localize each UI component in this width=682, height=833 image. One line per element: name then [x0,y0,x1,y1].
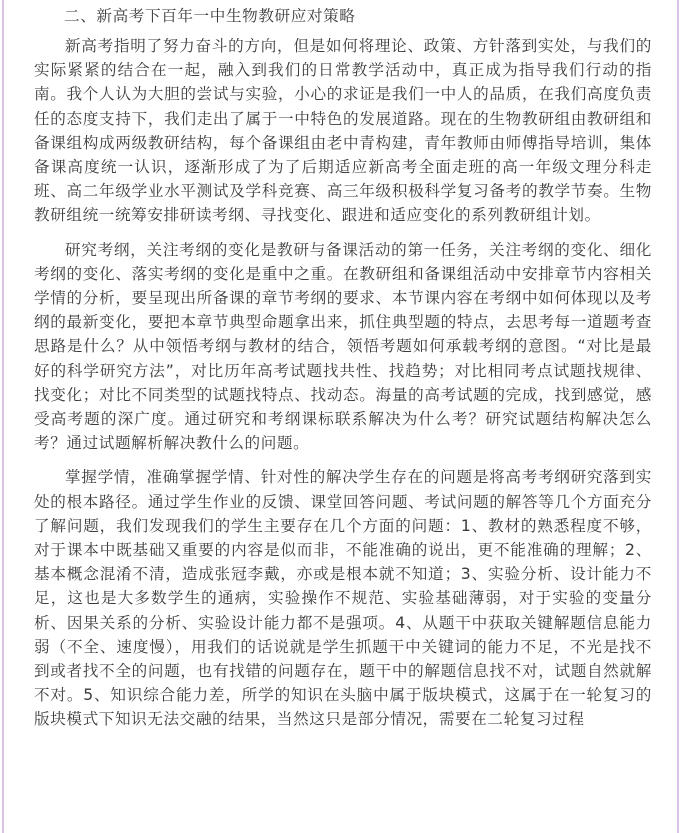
paragraph-student-situation: 掌握学情，准确掌握学情、针对性的解决学生存在的问题是将高考考纲研究落到实处的根本路径。通过学生作业的反馈、课堂回答问题、考试问题的解答等几个方面充分了解问题，我们发现我们的学生主要存在几个方面的问题：1、教材的熟悉程度不够，对于课本中既基础又重要的内容是似而非，不能准确的说出，更不能准确的理解；2、基本概念混淆不清，造成张冠李戴，亦或是根本就不知道；3、实验分析、设计能力不足，这也是大多数学生的通病，实验操作不规范、实验基础薄弱，对于实验的变量分析、因果关系的分析、实验设计能力都不是强项。4、从题干中获取关键解题信息能力弱（不全、速度慢），用我们的话说就是学生抓题干中关键词的能力不足，不光是找不到或者找不全的问题，也有找错的问题存在，题干中的解题信息找不对，试题自然就解不对。5、知识综合能力差，所学的知识在头脑中属于版块模式，这属于在一轮复习的版块模式下知识无法交融的结果，当然这只是部分情况，需要在二轮复习过程 [34,468,652,729]
right-border-line [677,0,679,833]
left-border-line [2,0,4,833]
paragraph-intro: 新高考指明了努力奋斗的方向，但是如何将理论、政策、方针落到实处，与我们的实际紧紧的结合在一起，融入到我们的日常教学活动中，真正成为指导我们行动的指南。我个人认为大胆的尝试与实验，小心的求证是我们一中人的品质，在我们高度负责任的态度支持下，我们走出了属于一中特色的发展道路。现在的生物教研组由教研组和备课组构成两级教研结构，每个备课组由老中青构建，青年教师由师傅指导培训，集体备课高度统一认识，逐渐形成了为了后期适应新高考全面走班的高一年级文理分科走班、高二年级学业水平测试及学科竞赛、高三年级积极科学复习备考的教学节奏。生物教研组统一统筹安排研读考纲、寻找变化、跟进和适应变化的系列教研组计划。 [34,37,652,225]
paragraph-study-syllabus: 研究考纲，关注考纲的变化是教研与备课活动的第一任务，关注考纲的变化、细化考纲的变化、落实考纲的变化是重中之重。在教研组和备课组活动中安排章节内容相关学情的分析，要呈现出所备课的章节考纲的要求、本节课内容在考纲中如何体现以及考纲的最新变化，要把本章节典型命题拿出来，抓住典型题的特点，去思考每一道题考查思路是什么？从中领悟考纲与教材的结合，领悟考题如何承载考纲的意图。“对比是最好的科学研究方法”，对比历年高考试题找共性、找趋势；对比相同考点试题找规律、找变化；对比不同类型的试题找特点、找动态。海量的高考试题的完成，找到感觉，感受高考题的深广度。通过研究和考纲课标联系解决为什么考？研究试题结构解决怎么考？通过试题解析解决教什么的问题。 [34,240,652,453]
section-heading: 二、新高考下百年一中生物教研应对策略 [64,7,356,25]
article-body [34,4,652,742]
